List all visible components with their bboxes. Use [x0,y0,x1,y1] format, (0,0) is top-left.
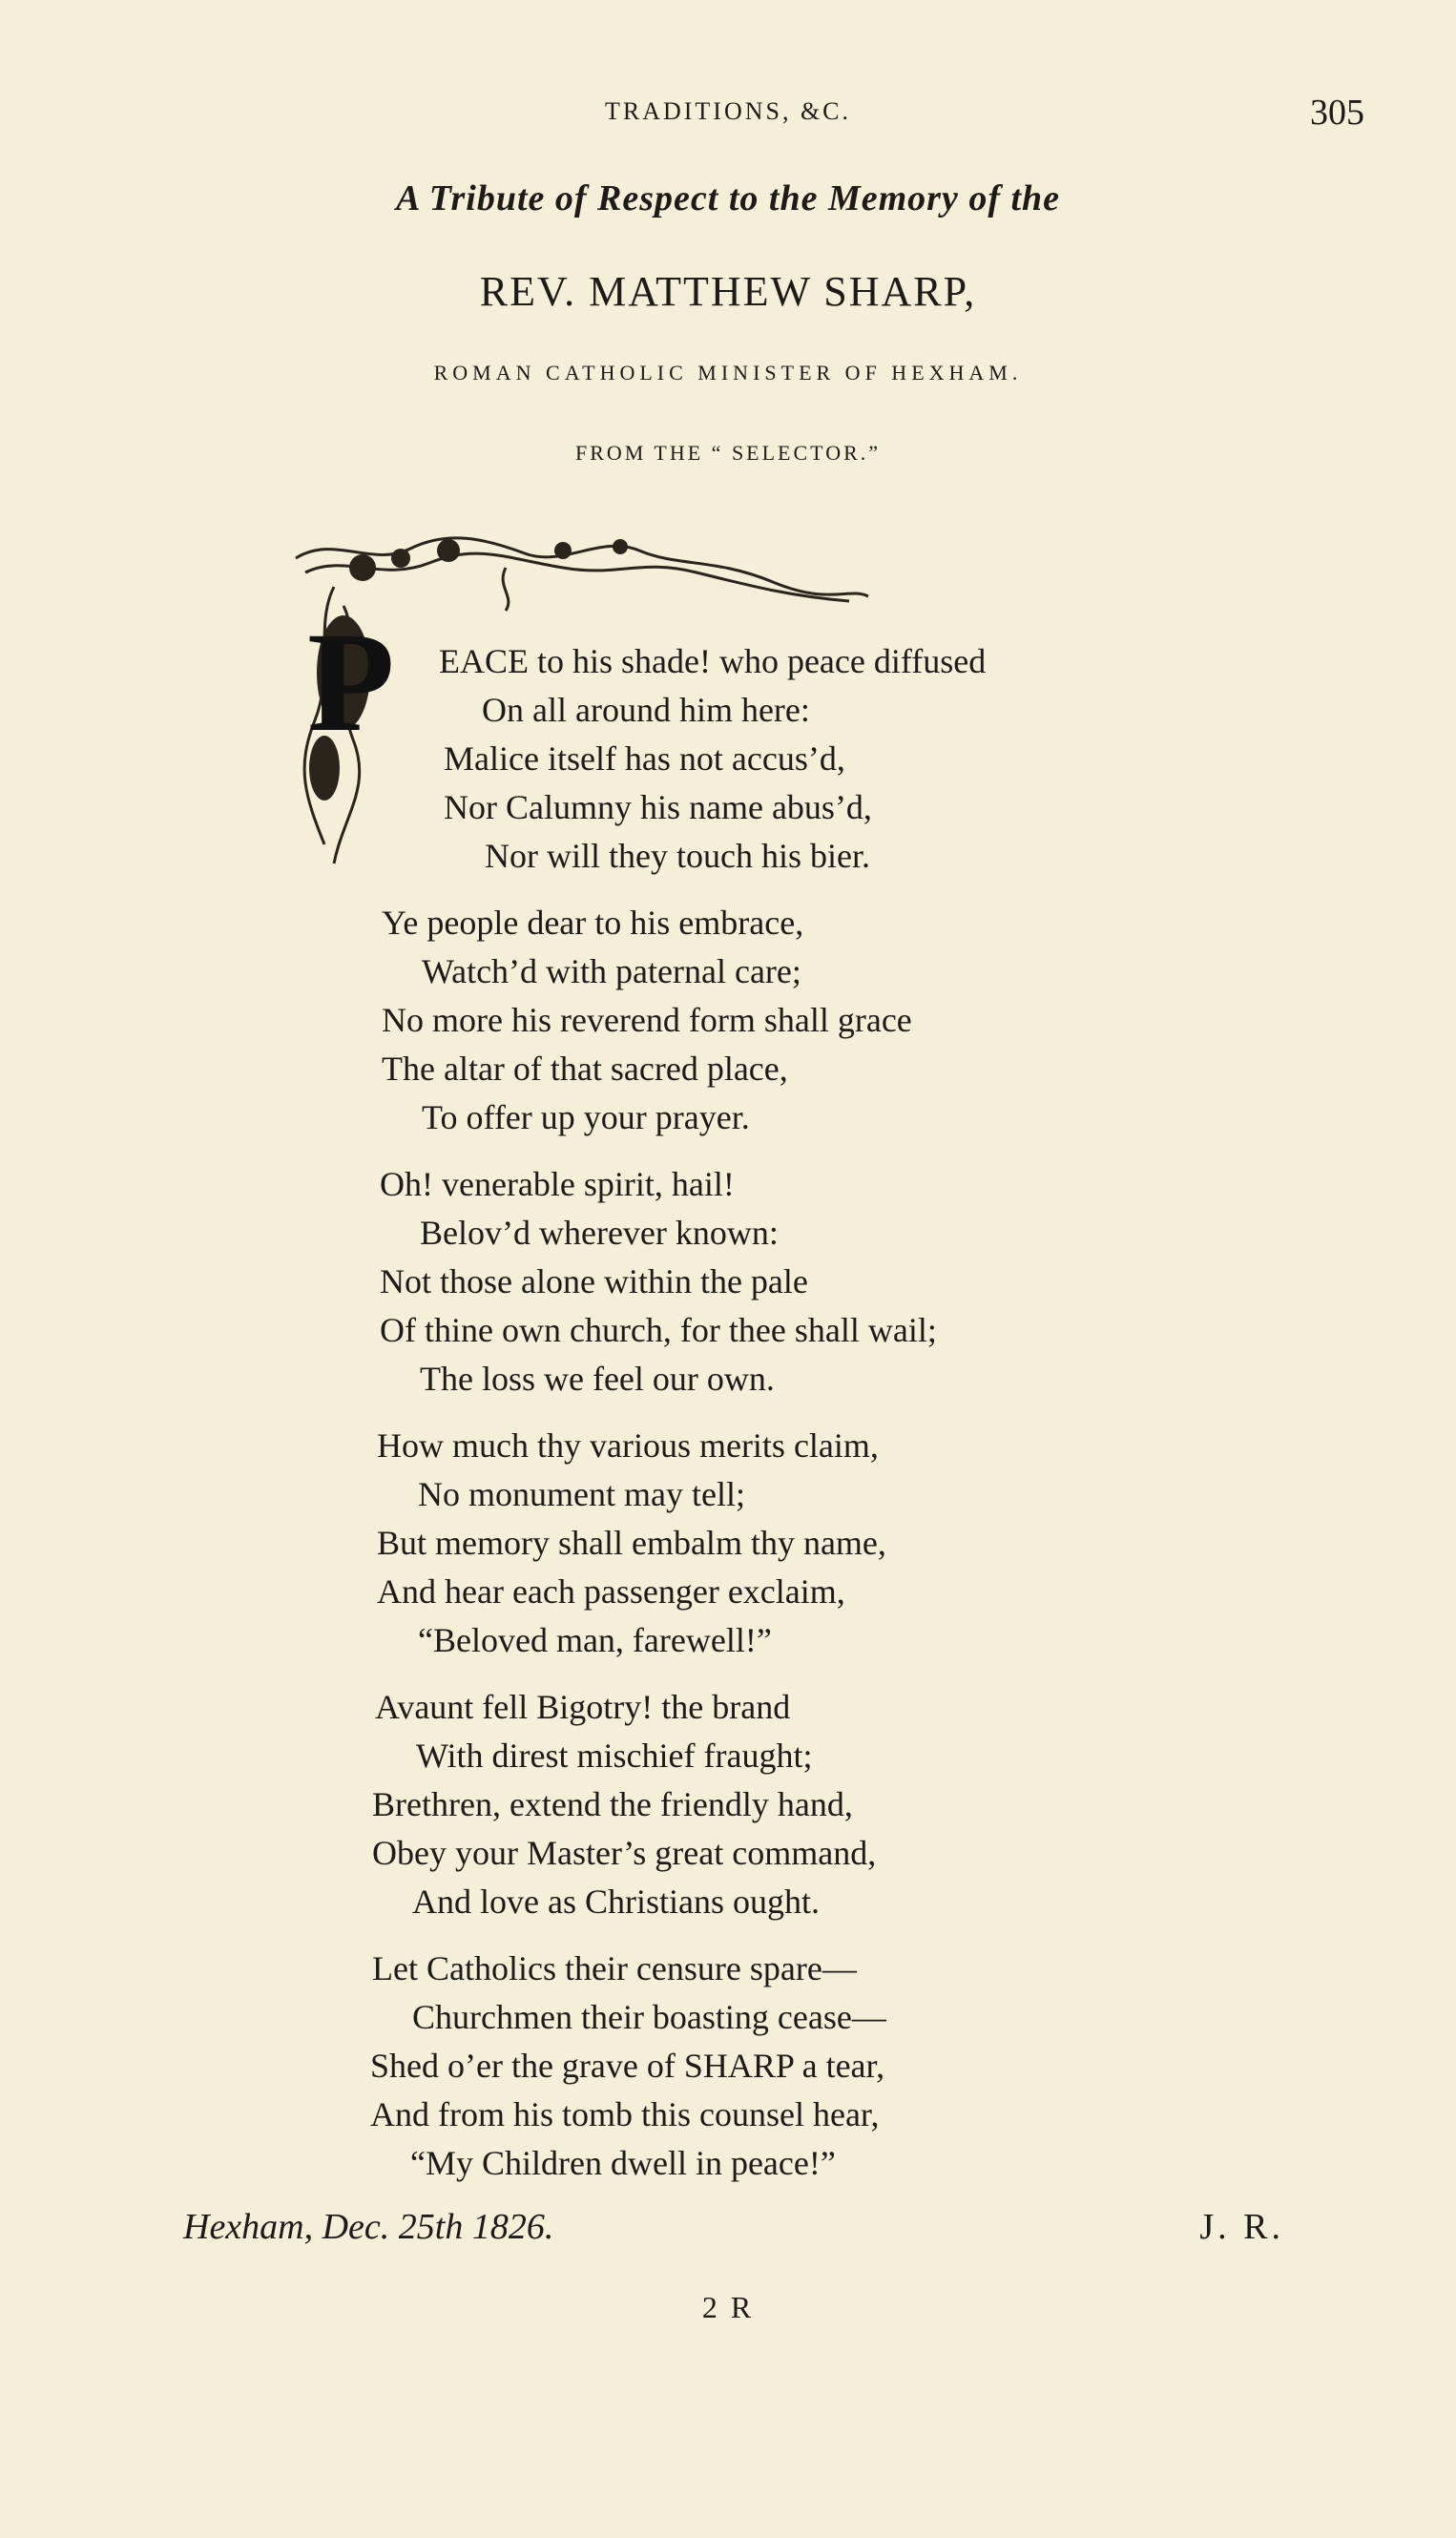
verse-line: Brethren, extend the friendly hand, [372,1785,853,1823]
verse-line: The altar of that sacred place, [382,1050,788,1088]
subtitle: ROMAN CATHOLIC MINISTER OF HEXHAM. [433,361,1023,385]
author-initials: J. R. [1199,2207,1284,2247]
main-title: REV. MATTHEW SHARP, [479,268,977,315]
verse-line: With direst mischief fraught; [416,1737,813,1775]
verse-line: EACE to his shade! who peace diffused [439,642,987,680]
verse-line: No monument may tell; [418,1475,745,1513]
verse-line: And from his tomb this counsel hear, [370,2095,880,2133]
place-date: Hexham, Dec. 25th 1826. [183,2207,554,2247]
verse-line: Malice itself has not accus’d, [444,739,845,778]
verse-line: Nor Calumny his name abus’d, [444,788,872,826]
page-number: 305 [1310,93,1364,133]
verse-line: Of thine own church, for thee shall wail; [380,1311,937,1349]
verse-line: To offer up your prayer. [422,1098,750,1136]
verse-line: No more his reverend form shall grace [382,1001,912,1039]
verse-line: Oh! venerable spirit, hail! [380,1165,735,1203]
verse-line: And love as Christians ought. [412,1883,820,1921]
source-line: FROM THE “ SELECTOR.” [574,441,882,465]
verse-line: On all around him here: [482,691,810,729]
verse-line: Avaunt fell Bigotry! the brand [375,1688,791,1726]
verse-line: “Beloved man, farewell!” [418,1621,772,1659]
verse-line: Ye people dear to his embrace, [382,904,804,942]
verse-line: Shed o’er the grave of SHARP a tear, [370,2047,885,2085]
verse-line: Nor will they touch his bier. [485,837,870,875]
drop-cap: P [307,603,395,761]
verse-line: And hear each passenger exclaim, [377,1572,845,1611]
verse-line: The loss we feel our own. [420,1360,775,1398]
running-head [0,92,1456,134]
verse-line: “My Children dwell in peace!” [410,2144,836,2182]
verse-line: How much thy various merits claim, [377,1426,879,1465]
verse-line: But memory shall embalm thy name, [377,1524,886,1562]
verse-line: Churchmen their boasting cease— [412,1998,886,2036]
verse-line: Let Catholics their censure spare— [372,1949,857,1987]
running-title: TRADITIONS, &C. [604,97,852,125]
verse-line: Obey your Master’s great command, [372,1834,877,1872]
verse-line: Watch’d with paternal care; [422,952,801,990]
tribute-heading: A Tribute of Respect to the Memory of the [395,178,1061,218]
signature-mark: 2 R [701,2290,755,2324]
verse-line: Not those alone within the pale [380,1262,808,1300]
verse-line: Belov’d wherever known: [420,1214,779,1252]
